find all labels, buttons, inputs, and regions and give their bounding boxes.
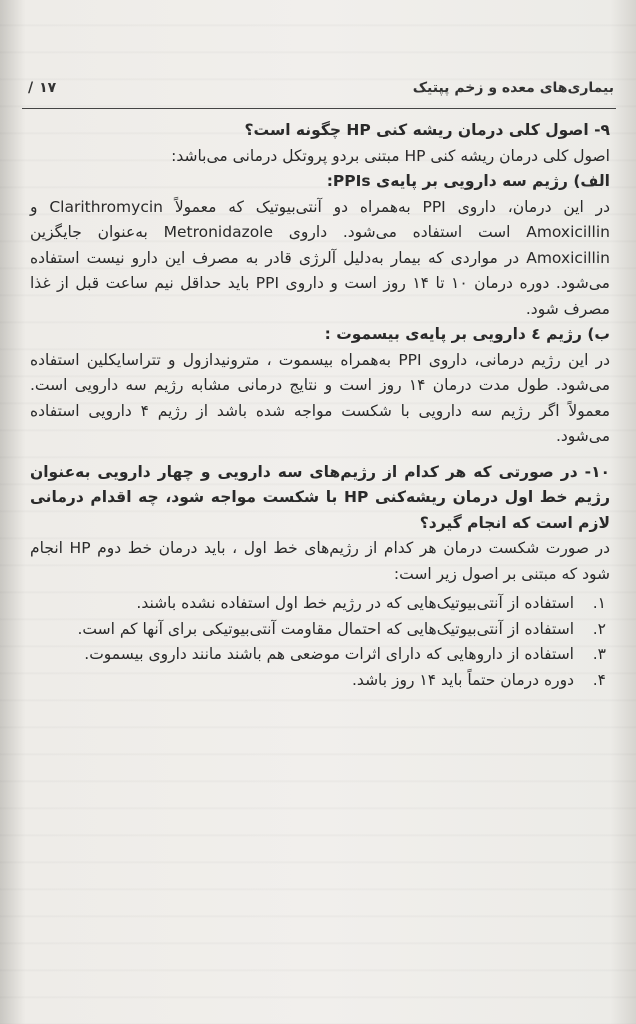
list-item [30, 668, 610, 694]
list-item-text: استفاده از داروهایی که دارای اثرات موضعی هم باشند مانند داروی بیسموت. [84, 645, 574, 663]
principles-list [30, 591, 610, 693]
list-item-number: ۳. [592, 645, 606, 663]
list-item-number: ۲. [592, 619, 606, 638]
header-separator: / [28, 80, 34, 96]
q9-paragraph-a: در این درمان، داروی PPI به‌همراه دو آنتی‌بیوتیک که معمولاً Clarithromycin و Amoxicillin است استفاده می‌شود. داروی Metronidazole به‌عنوان جایگزین Amoxicillin در مواردی که بیمار به‌دلیل آلرژی قادر به مصرف این دارو نیست استفاده می‌شود. دوره درمان ۱۰ تا ۱۴ روز است و داروی PPI باید حداقل نیم ساعت قبل از غذا مصرف شود. [30, 197, 611, 318]
question-9: ۹- اصول کلی درمان ریشه کنی HP چگونه است؟ [244, 121, 610, 139]
page-number-group [28, 80, 56, 96]
list-item-text: استفاده از آنتی‌بیوتیک‌هایی که در رژیم خط اول استفاده نشده باشند. [136, 594, 574, 612]
list-item [30, 617, 610, 643]
list-item [30, 642, 610, 668]
section-gap [30, 450, 610, 460]
q9-paragraph-b: در این رژیم درمانی، داروی PPI به‌همراه بیسموت ، مترونیدازول و تتراسایکلین استفاده می‌شود. طول مدت درمان ۱۴ روز است و نتایج درمانی مشابه رژیم سه دارویی است. معمولاً اگر رژیم سه دارویی با شکست مواجه شده باشد از رژیم ۴ دارویی استفاده می‌شود. [30, 350, 610, 445]
list-item-number: ۴. [592, 670, 606, 689]
list-item-number: ۱. [592, 594, 606, 612]
q10-intro: در صورت شکست درمان هر کدام از رژیم‌های خط اول ، باید درمان خط دوم HP انجام شود که مبتنی بر اصول زیر است: [30, 539, 610, 583]
running-header [28, 74, 614, 102]
page-number: ۱۷ [39, 80, 57, 96]
list-item-text: دوره درمان حتماً باید ۱۴ روز باشد. [352, 670, 574, 689]
list-item-text: استفاده از آنتی‌بیوتیک‌هایی که احتمال مقاومت آنتی‌بیوتیکی برای آنها کم است. [77, 619, 574, 638]
page-body [30, 118, 610, 693]
question-10: ۱۰- در صورتی که هر کدام از رژیم‌های سه دارویی و چهار دارویی به‌عنوان رژیم خط اول درمان ریشه‌کنی HP با شکست مواجه شود، چه اقدام درمانی لازم است که انجام گیرد؟ [30, 462, 610, 532]
list-item [30, 591, 610, 617]
chapter-title: بیماری‌های معده و زخم پپتیک [412, 80, 614, 96]
header-rule [22, 108, 616, 109]
q9-intro: اصول کلی درمان ریشه کنی HP مبتنی بردو پروتکل درمانی می‌باشد: [171, 146, 610, 165]
q9-subheading-b: ب) رژیم ٤ دارویی بر پایه‌ی بیسموت : [324, 325, 610, 343]
q9-subheading-a: الف) رژیم سه دارویی بر پایه‌ی PPIs: [326, 172, 610, 190]
